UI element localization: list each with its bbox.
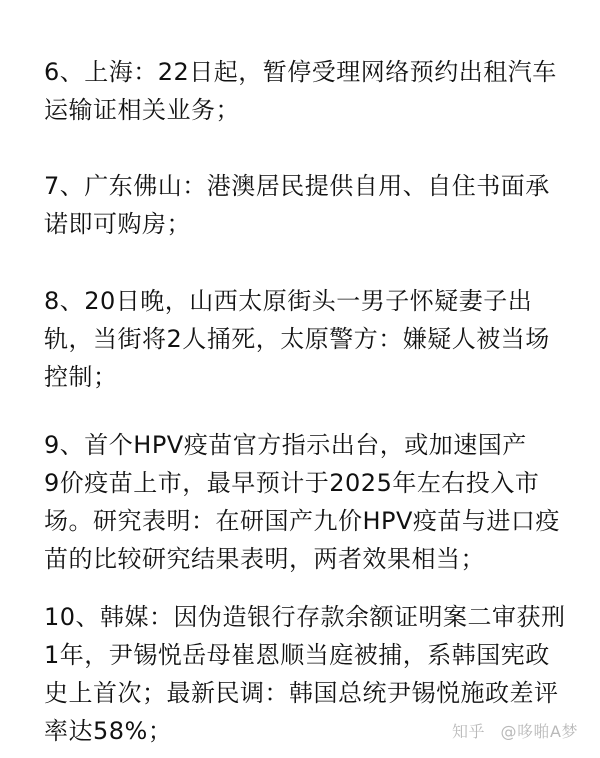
news-item-10-line-4: 率达58%； [44, 717, 173, 745]
news-item-10-line-1: 10、韩媒：因伪造银行存款余额证明案二审获刑 [44, 603, 566, 631]
news-item-6-line-1: 6、上海：22日起，暂停受理网络预约出租汽车 [44, 58, 557, 86]
news-item-9 [44, 426, 564, 578]
news-item-6-line-2: 运输证相关业务； [44, 96, 240, 124]
news-item-8-line-1: 8、20日晚，山西太原街头一男子怀疑妻子出 [44, 287, 533, 315]
news-item-9-line-1: 9、首个HPV疫苗官方指示出台，或加速国产 [44, 431, 527, 459]
news-item-8-line-2: 轨，当街将2人捅死，太原警方：嫌疑人被当场 [44, 325, 550, 353]
news-item-9-line-3: 场。研究表明：在研国产九价HPV疫苗与进口疫 [44, 507, 560, 535]
news-item-10-line-2: 1年，尹锡悦岳母崔恩顺当庭被捕，系韩国宪政 [44, 641, 550, 669]
news-item-9-line-4: 苗的比较研究结果表明，两者效果相当； [44, 545, 485, 573]
news-item-6 [44, 53, 564, 129]
news-item-9-line-2: 9价疫苗上市，最早预计于2025年左右投入市 [44, 469, 540, 497]
news-item-8-line-3: 控制； [44, 363, 118, 391]
zhihu-logo: 知乎 [451, 722, 485, 741]
watermark-author: @哆啪A梦 [500, 722, 578, 741]
news-item-7-line-1: 7、广东佛山：港澳居民提供自用、自住书面承 [44, 172, 550, 200]
news-item-10-line-3: 史上首次；最新民调：韩国总统尹锡悦施政差评 [44, 679, 559, 707]
news-item-7 [44, 167, 564, 243]
zhihu-watermark [452, 719, 578, 742]
news-item-8 [44, 282, 564, 396]
news-item-7-line-2: 诺即可购房； [44, 210, 191, 238]
